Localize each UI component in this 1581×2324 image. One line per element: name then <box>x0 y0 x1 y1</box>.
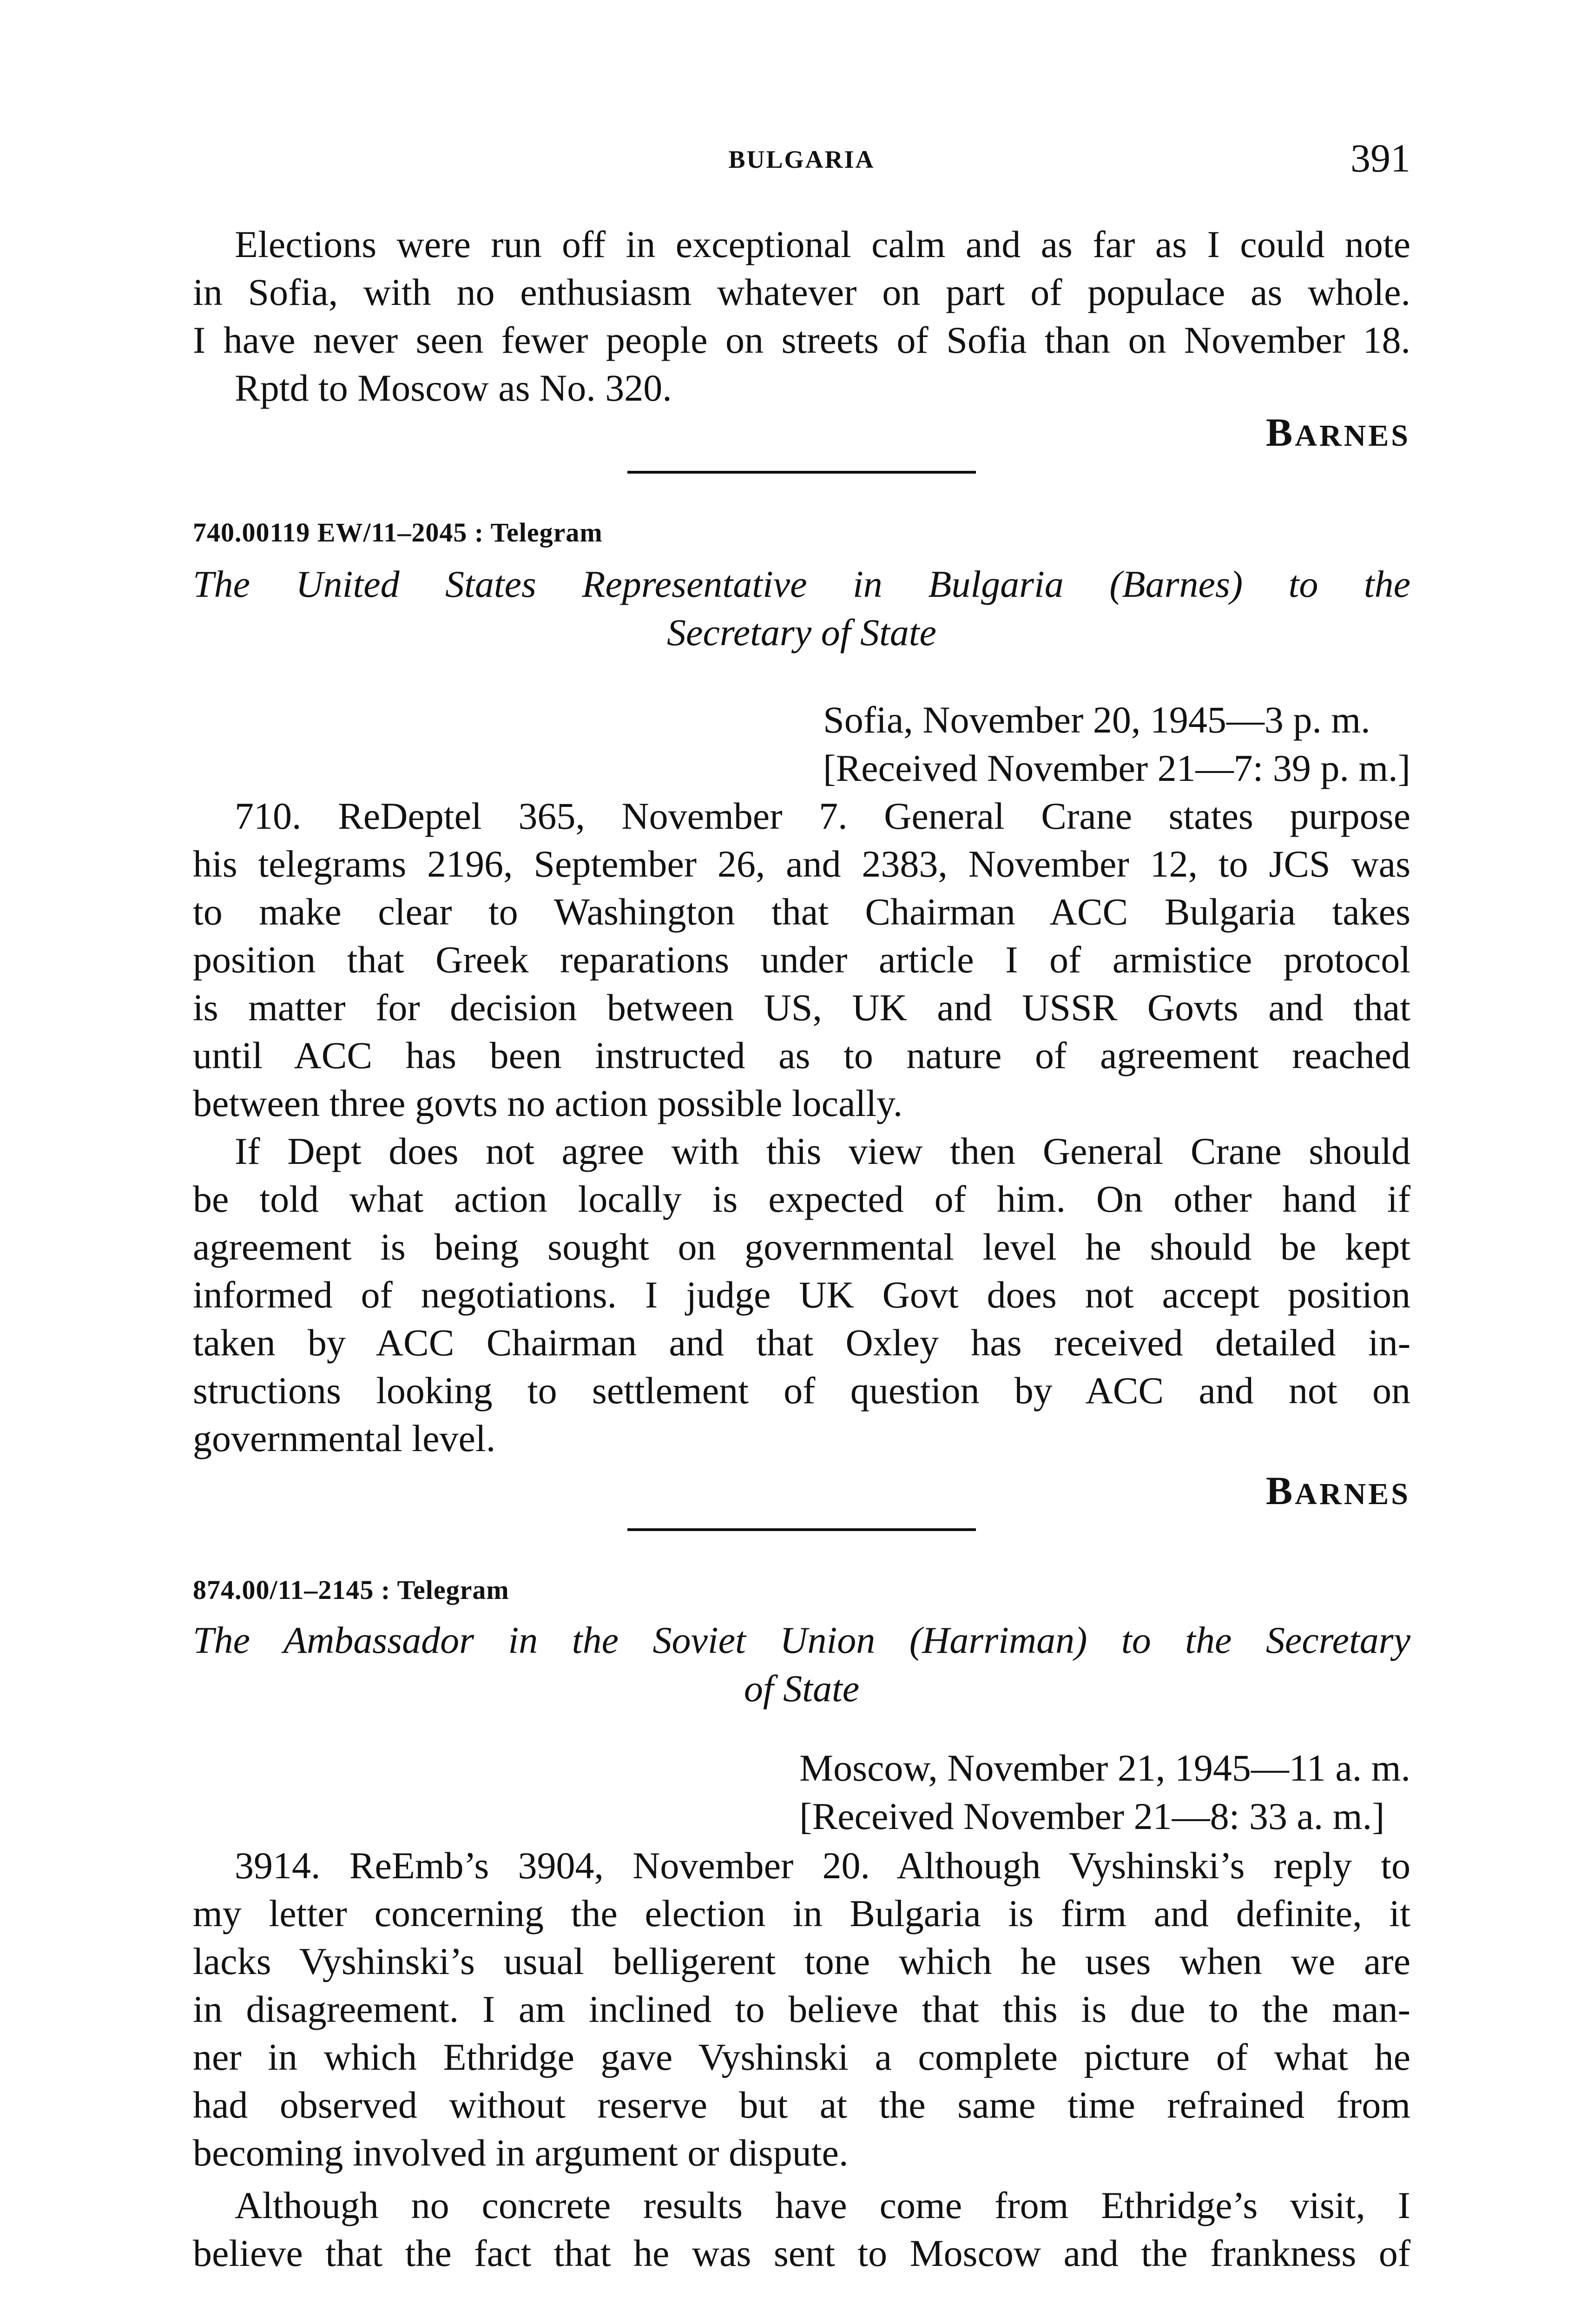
text-line: becoming involved in argument or dispute. <box>193 2132 849 2174</box>
dateline <box>823 696 1410 792</box>
text-line: in Sofia, with no enthusiasm whatever on part of populace as whole. <box>193 271 1410 313</box>
dateline <box>799 1744 1410 1841</box>
received-note: [Received November 21—7: 39 p. m.] <box>823 747 1410 789</box>
text-line: Elections were run off in exceptional calm and as far as I could note <box>235 223 1410 265</box>
heading-line: The Ambassador in the Soviet Union (Harriman) to the Secretary <box>193 1619 1410 1661</box>
dateline-text: Moscow, November 21, 1945—11 a. m. <box>799 1747 1410 1789</box>
file-reference: 874.00/11–2145 : Telegram <box>193 1575 509 1605</box>
text-line: believe that the fact that he was sent to Moscow and the frankness of <box>193 2232 1410 2274</box>
text-line: between three govts no action possible locally. <box>193 1082 903 1124</box>
text-line: governmental level. <box>193 1417 496 1459</box>
text-line: had observed without reserve but at the same time refrained from <box>193 2084 1410 2126</box>
continuation-paragraph <box>193 220 1410 412</box>
document-heading <box>193 560 1410 657</box>
text-line: Rptd to Moscow as No. 320. <box>235 367 672 409</box>
section-divider <box>627 1528 976 1531</box>
text-line: position that Greek reparations under article I of armistice protocol <box>193 938 1410 981</box>
signature-barnes-2: BARNES <box>1265 1468 1410 1513</box>
file-reference: 740.00119 EW/11–2045 : Telegram <box>193 517 603 548</box>
text-line: lacks Vyshinski’s usual belligerent tone which he uses when we are <box>193 1940 1410 1982</box>
heading-line: The United States Representative in Bulgaria (Barnes) to the <box>193 563 1410 605</box>
heading-line: Secretary of State <box>667 611 936 654</box>
heading-line: of State <box>744 1667 860 1710</box>
running-head <box>193 135 1410 186</box>
text-line: until ACC has been instructed as to nature of agreement reached <box>193 1034 1410 1076</box>
text-line: ner in which Ethridge gave Vyshinski a complete picture of what he <box>193 2036 1410 2078</box>
text-line: his telegrams 2196, September 26, and 2383, November 12, to JCS was <box>193 843 1410 885</box>
page-number: 391 <box>1350 136 1410 180</box>
text-line: Although no concrete results have come from Ethridge’s visit, I <box>235 2184 1410 2226</box>
text-line: If Dept does not agree with this view then General Crane should <box>235 1130 1410 1172</box>
running-title: BULGARIA <box>728 145 875 173</box>
text-line: structions looking to settlement of question by ACC and not on <box>193 1369 1410 1412</box>
body-paragraph <box>193 792 1410 1127</box>
text-line: my letter concerning the election in Bulgaria is firm and definite, it <box>193 1892 1410 1934</box>
text-line: informed of negotiations. I judge UK Govt does not accept position <box>193 1274 1410 1316</box>
text-line: in disagreement. I am inclined to believe that this is due to the man- <box>193 1988 1410 2030</box>
text-line: is matter for decision between US, UK and USSR Govts and that <box>193 986 1410 1029</box>
text-line: 710. ReDeptel 365, November 7. General Crane states purpose <box>235 795 1410 837</box>
received-note: [Received November 21—8: 33 a. m.] <box>799 1795 1385 1837</box>
signature-barnes-1: BARNES <box>1265 410 1410 455</box>
text-line: agreement is being sought on governmental level he should be kept <box>193 1226 1410 1268</box>
body-paragraph <box>193 1127 1410 1462</box>
text-line: to make clear to Washington that Chairman ACC Bulgaria takes <box>193 891 1410 933</box>
text-line: taken by ACC Chairman and that Oxley has received detailed in- <box>193 1321 1410 1364</box>
document-heading <box>193 1616 1410 1713</box>
text-line: I have never seen fewer people on streets of Sofia than on November 18. <box>193 319 1410 361</box>
dateline-text: Sofia, November 20, 1945—3 p. m. <box>823 699 1370 741</box>
body-paragraph <box>193 2181 1410 2277</box>
text-line: be told what action locally is expected of him. On other hand if <box>193 1178 1410 1220</box>
section-divider <box>627 471 976 474</box>
text-line: 3914. ReEmb’s 3904, November 20. Although Vyshinski’s reply to <box>235 1844 1410 1887</box>
body-paragraph <box>193 1842 1410 2177</box>
